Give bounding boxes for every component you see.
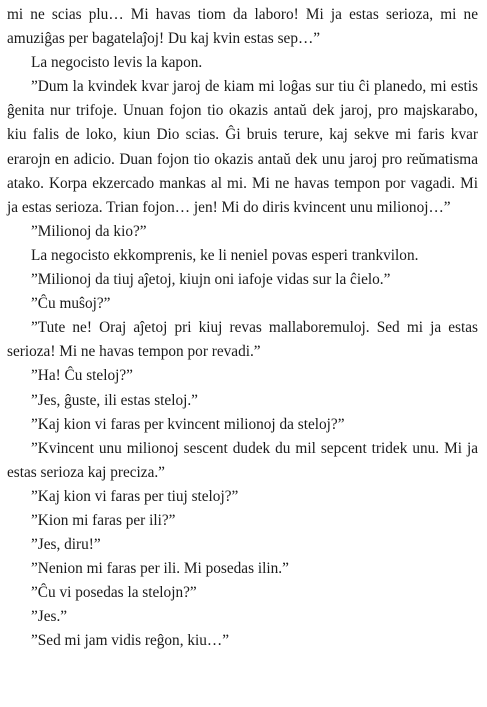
- paragraph-4: ”Milionoj da kio?”: [31, 222, 147, 240]
- paragraph-7: ”Ĉu muŝoj?”: [31, 295, 111, 313]
- paragraph-10: ”Jes, ĝuste, ili estas steloj.”: [31, 391, 198, 409]
- paragraph-13: ”Kaj kion vi faras per tiuj steloj?”: [31, 487, 239, 505]
- paragraph-11: ”Kaj kion vi faras per kvincent milionoj da steloj?”: [31, 415, 345, 433]
- paragraph-8: ”Tute ne! Oraj aĵetoj pri kiuj revas mallaboremuloj. Sed mi ja estas serioza! Mi ne havas tempon por revadi.”: [7, 319, 478, 361]
- paragraph-3: ”Dum la kvindek kvar jaroj de kiam mi loĝas sur tiu ĉi planedo, mi estis ĝenita nur trifoje. Unuan fojon tio okazis antaŭ dek jaroj, pro majskarabo, kiu falis de loko, kiun Dio scias. Ĝi bruis terure, kaj sekve mi faris kvar erarojn en adicio. Duan fojon tio okazis antaŭ dek unu jaroj pro reŭmatisma atako. Korpa ekzercado mankas al mi. Mi ne havas tempon por vagadi. Mi ja estas serioza. Trian fojon… jen! Mi do diris kvincent unu milionoj…”: [7, 78, 478, 216]
- paragraph-12: ”Kvincent unu milionoj sescent dudek du mil sepcent tridek unu. Mi ja estas serioza kaj preciza.”: [7, 439, 478, 481]
- paragraph-1: mi ne scias plu… Mi havas tiom da laboro! Mi ja estas serioza, mi ne amuziĝas per bagatelaĵoj! Du kaj kvin estas sep…”: [7, 6, 478, 48]
- paragraph-18: ”Jes.”: [31, 608, 68, 626]
- paragraph-17: ”Ĉu vi posedas la stelojn?”: [31, 584, 197, 602]
- paragraph-16: ”Nenion mi faras per ili. Mi posedas ilin.”: [31, 560, 289, 578]
- paragraph-14: ”Kion mi faras per ili?”: [31, 511, 176, 529]
- paragraph-19: ”Sed mi jam vidis reĝon, kiu…”: [31, 632, 229, 650]
- paragraph-6: ”Milionoj da tiuj aĵetoj, kiujn oni iafoje vidas sur la ĉielo.”: [31, 271, 391, 289]
- paragraph-2: La negocisto levis la kapon.: [31, 54, 203, 72]
- paragraph-9: ”Ha! Ĉu steloj?”: [31, 367, 133, 385]
- paragraph-15: ”Jes, diru!”: [31, 536, 101, 554]
- paragraph-5: La negocisto ekkomprenis, ke li neniel povas esperi trankvilon.: [31, 246, 419, 264]
